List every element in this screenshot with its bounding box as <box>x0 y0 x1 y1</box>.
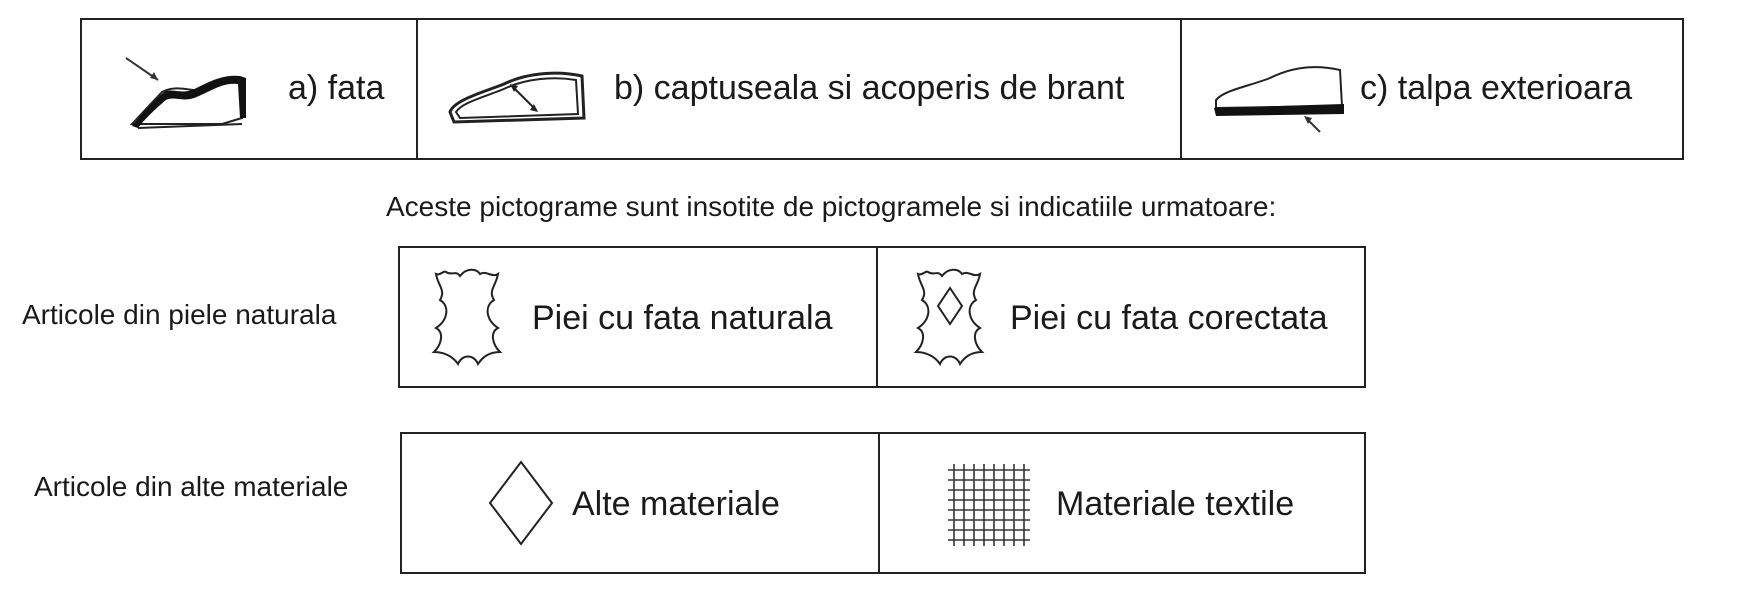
leather-label-corrected: Piei cu fata corectata <box>1010 299 1328 337</box>
coated-leather-icon <box>910 266 990 366</box>
shoe-upper-icon <box>122 54 272 134</box>
caption-text: Aceste pictograme sunt insotite de pictogramele si indicatiile urmatoare: <box>386 191 1277 222</box>
part-cell-lining <box>416 20 1180 158</box>
leather-table <box>398 246 1366 388</box>
part-label-lining: b) captuseala si acoperis de brant <box>614 69 1125 107</box>
row-label-other: Articole din alte materiale <box>34 471 349 502</box>
leather-cell-natural <box>400 248 876 386</box>
shoe-parts-table <box>80 18 1684 160</box>
other-table <box>400 432 1366 574</box>
leather-hide-icon <box>428 266 508 366</box>
other-label-textile: Materiale textile <box>1056 485 1295 523</box>
part-label-upper: a) fata <box>288 69 385 107</box>
leather-label-natural: Piei cu fata naturala <box>532 299 833 337</box>
row-label-leather: Articole din piele naturala <box>22 299 337 330</box>
diamond-icon <box>486 458 556 548</box>
textile-grid-icon <box>946 462 1032 548</box>
other-cell-materials <box>402 434 878 572</box>
other-label-materials: Alte materiale <box>572 485 780 523</box>
part-cell-outsole <box>1180 20 1682 158</box>
shoe-outsole-icon <box>1210 50 1360 140</box>
part-label-outsole: c) talpa exterioara <box>1360 69 1633 107</box>
leather-cell-corrected <box>876 248 1364 386</box>
other-cell-textile <box>878 434 1364 572</box>
shoe-lining-icon <box>444 52 594 132</box>
part-cell-upper <box>82 20 416 158</box>
